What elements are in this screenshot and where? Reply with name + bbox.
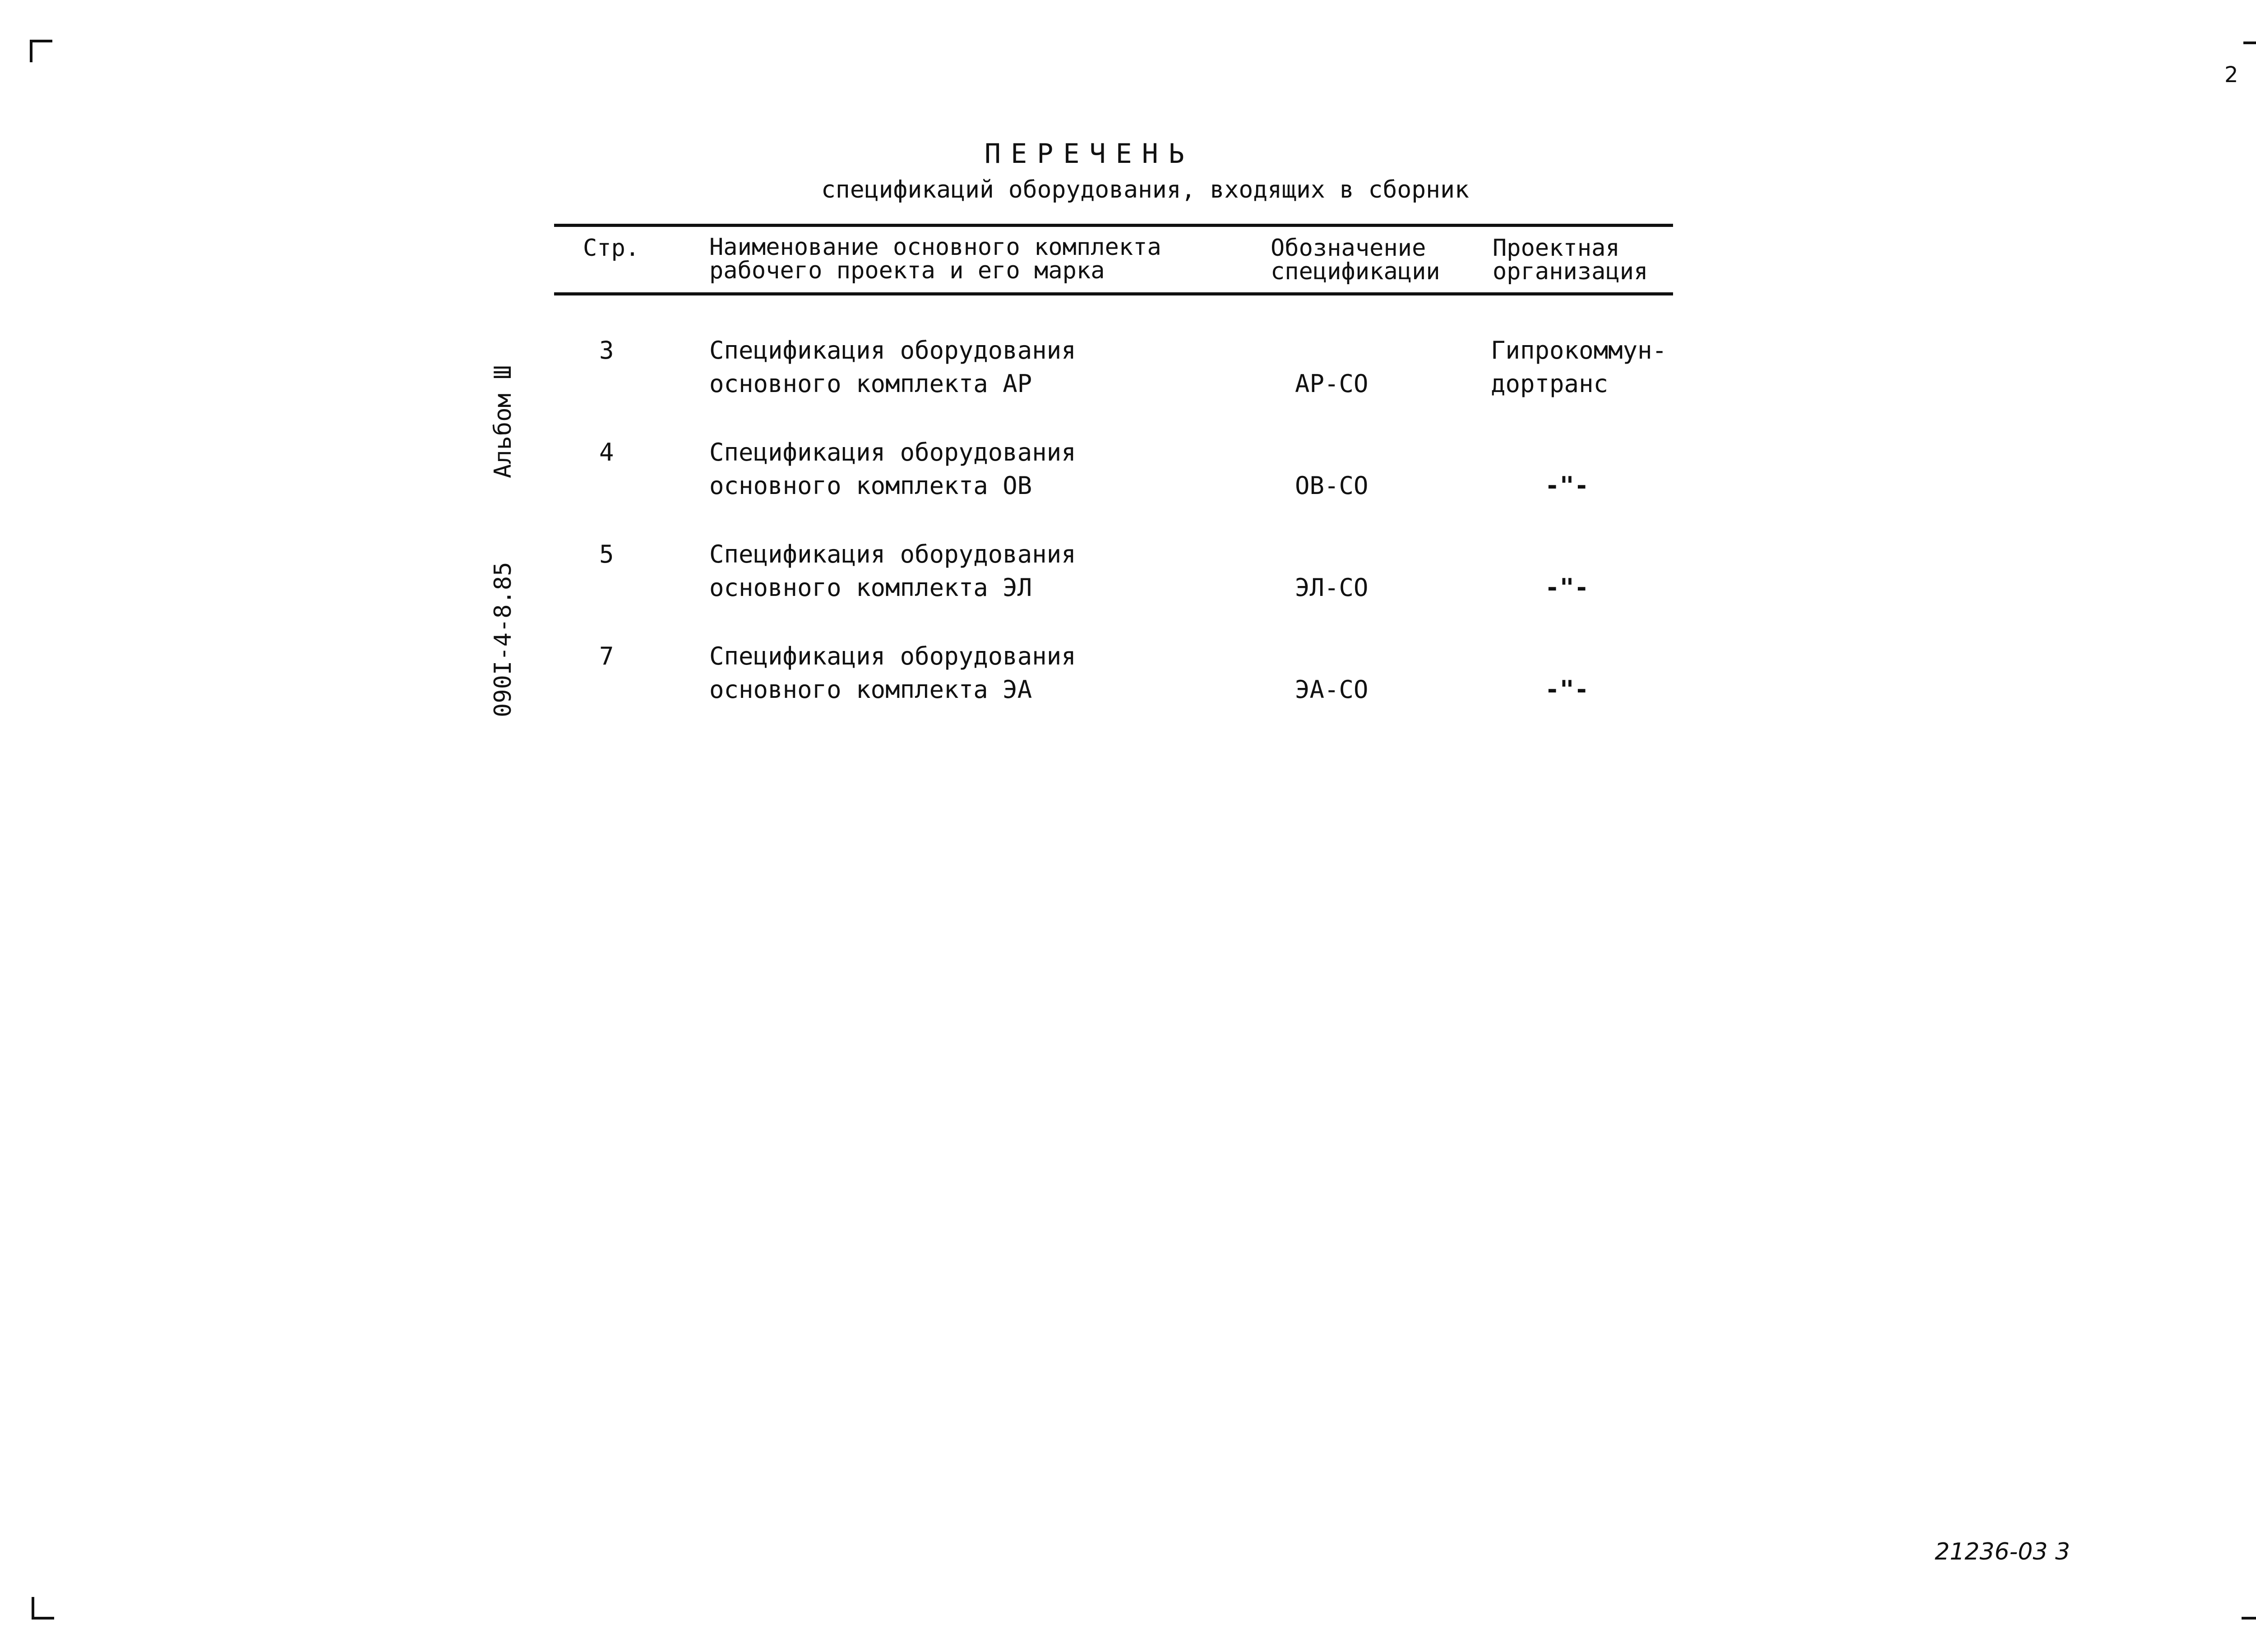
side-label-code: 090I-4-8.85 [490, 562, 517, 717]
sheet-number: 2 [2224, 62, 2238, 88]
document-title: ПЕРЕЧЕНЬ [985, 138, 1194, 170]
row-designation: АР-СО [1295, 369, 1368, 398]
row-organization-ditto: -"- [1545, 471, 1589, 500]
table-row [0, 538, 2256, 610]
row-page: 7 [599, 642, 614, 670]
column-header-page: Стр. [583, 235, 640, 262]
row-name-line2: основного комплекта ЭЛ [709, 573, 1032, 602]
row-organization-line2: дортранс [1491, 369, 1609, 398]
row-page: 5 [599, 540, 614, 568]
table-row [0, 436, 2256, 508]
row-name [709, 538, 1076, 605]
row-name-line1: Спецификация оборудования [709, 642, 1076, 670]
row-organization-ditto: -"- [1545, 675, 1589, 704]
document-subtitle: спецификаций оборудования, входящих в сборник [821, 176, 1469, 203]
row-name [709, 436, 1076, 503]
footer-code: 21236-03 3 [1935, 1538, 2070, 1565]
row-name-line2: основного комплекта ЭА [709, 675, 1032, 704]
row-organization-ditto: -"- [1545, 573, 1589, 602]
row-name [709, 640, 1076, 706]
table-header-rule [554, 292, 1673, 295]
corner-mark-bottom-right [2242, 1597, 2256, 1620]
column-header-designation: Обозначение спецификации [1271, 235, 1440, 285]
row-name-line1: Спецификация оборудования [709, 336, 1076, 365]
row-name-line2: основного комплекта ОВ [709, 471, 1032, 500]
side-label-album: Альбом Ш [490, 365, 517, 478]
row-designation: ЭЛ-СО [1295, 573, 1368, 602]
row-page: 3 [599, 336, 614, 365]
corner-mark-top-left [30, 40, 52, 62]
corner-mark-top-right [2243, 42, 2256, 71]
row-page: 4 [599, 438, 614, 466]
table-top-rule [554, 224, 1673, 227]
row-designation: ОВ-СО [1295, 471, 1368, 500]
corner-mark-bottom-left [32, 1597, 54, 1620]
table-row [0, 640, 2256, 712]
row-name [709, 334, 1076, 401]
row-organization-line1: Гипрокоммун- [1491, 336, 1667, 365]
row-designation: ЭА-СО [1295, 675, 1368, 704]
row-organization [1491, 334, 1667, 401]
table-row [0, 334, 2256, 406]
row-name-line2: основного комплекта АР [709, 369, 1032, 398]
column-header-organization: Проектная организация [1493, 235, 1648, 285]
row-name-line1: Спецификация оборудования [709, 438, 1076, 466]
column-header-name: Наименование основного комплекта рабочего проекта и его марка [709, 234, 1161, 284]
row-name-line1: Спецификация оборудования [709, 540, 1076, 568]
